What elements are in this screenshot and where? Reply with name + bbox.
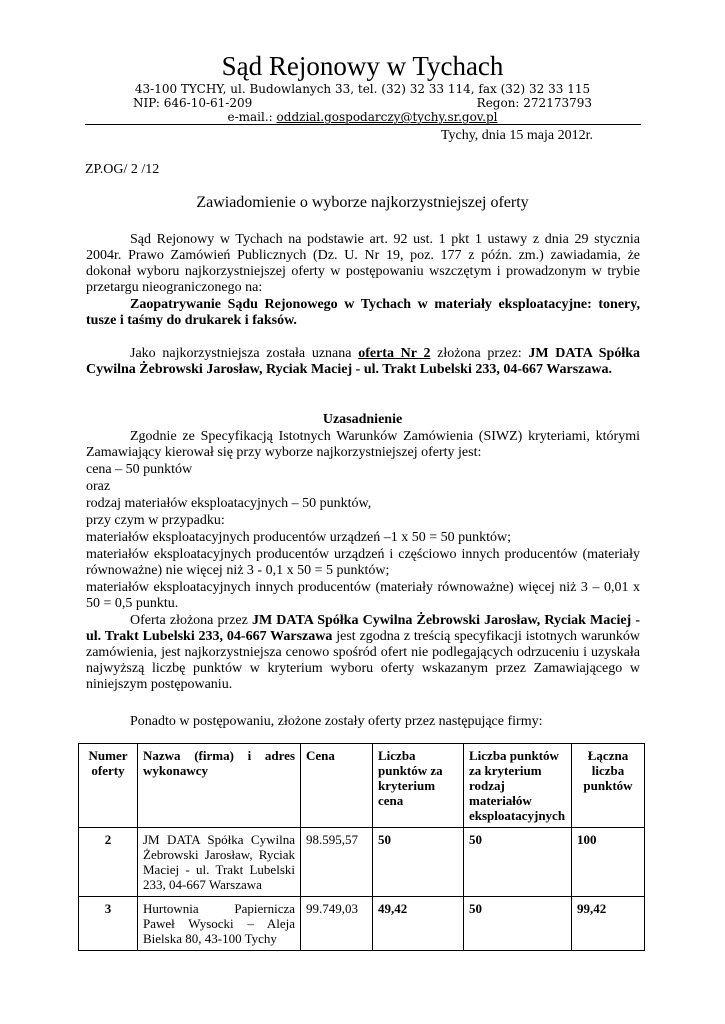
reference-number: ZP.OG/ 2 /12	[85, 162, 160, 177]
row-points-type: 50	[464, 897, 572, 951]
document-date: Tychy, dnia 15 maja 2012r.	[440, 128, 593, 143]
criterion-and: oraz	[86, 479, 111, 494]
justification-heading: Uzasadnienie	[322, 412, 403, 427]
winner-mid: złożona przez:	[430, 346, 529, 361]
winner-just-name: JM DATA Spółka Cywilna Żebrowski Jarosław, Ryciak Maciej - ul. Trakt Lubelski 233, 04-667 Warszawa	[86, 613, 640, 644]
email-link[interactable]: oddzial.gospodarczy@tychy.sr.gov.pl	[276, 110, 498, 124]
court-address: 43-100 TYCHY, ul. Budowlanych 33, tel. (32) 32 33 114, fax (32) 32 33 115	[134, 82, 591, 96]
row-number: 3	[79, 897, 138, 951]
row-points-type: 50	[464, 828, 572, 897]
court-regon: Regon: 272173793	[476, 96, 592, 110]
court-name: Sąd Rejonowy w Tychach	[221, 51, 504, 81]
intro-paragraph: Sąd Rejonowy w Tychach na podstawie art. 92 ust. 1 pkt 1 ustawy z dnia 29 stycznia 2004r. Prawo Zamówień Publicznych (Dz. U. Nr 19, poz. 177 z późn. zm.) zawiadamia, że dokonał wyboru najkorzystniejszej oferty w postępowaniu wszczętym i prowadzonym w trybie przetargu nieograniczonego na:	[86, 232, 640, 295]
row-points-price: 49,42	[373, 897, 464, 951]
criterion-note: przy czym w przypadku:	[86, 513, 225, 528]
row-points-price: 50	[373, 828, 464, 897]
document-title: Zawiadomienie o wyborze najkorzystniejszej oferty	[196, 194, 529, 211]
row-name: Hurtownia Papiernicza Paweł Wysocki – Aleja Bielska 80, 43-100 Tychy	[138, 897, 301, 951]
header-points-price: Liczba punktów za kryterium cena	[373, 744, 464, 828]
offers-intro: Ponadto w postępowaniu, złożone zostały oferty przez następujące firmy:	[130, 714, 543, 729]
criterion-type: rodzaj materiałów eksploatacyjnych – 50 punktów,	[86, 496, 372, 511]
rule-partial: materiałów eksploatacyjnych producentów urządzeń i częściowo innych producentów (materiały równoważne) nie więcej niż 3 - 0,1 x 50 = 5 punktów;	[86, 547, 640, 578]
header-name: Nazwa (firma) i adres wykonawcy	[138, 744, 301, 828]
row-price: 98.595,57	[301, 828, 373, 897]
winner-offer: oferta Nr 2	[358, 346, 431, 361]
table-row	[79, 897, 645, 951]
row-name: JM DATA Spółka Cywilna Żebrowski Jarosław, Ryciak Maciej - ul. Trakt Lubelski 233, 04-667 Warszawa	[138, 828, 301, 897]
rule-original: materiałów eksploatacyjnych producentów urządzeń –1 x 50 = 50 punktów;	[86, 530, 512, 545]
justification-paragraph: Zgodnie ze Specyfikacją Istotnych Warunków Zamówienia (SIWZ) kryteriami, którymi Zamawiający kierował się przy wyborze najkorzystniejszej oferty jest:	[86, 429, 640, 460]
rule-other: materiałów eksploatacyjnych innych producentów (materiały równoważne) więcej niż 3 – 0,01 x 50 = 0,5 punktu.	[86, 580, 640, 611]
header-number: Numer oferty	[79, 744, 138, 828]
row-number: 2	[79, 828, 138, 897]
header-points-type: Liczba punktów za kryterium rodzaj materiałów eksploatacyjnych	[464, 744, 572, 828]
winner-justification	[86, 613, 640, 693]
court-nip: NIP: 646-10-61-209	[133, 96, 253, 110]
header-total: Łączna liczba punktów	[572, 744, 645, 828]
offers-table	[78, 743, 645, 951]
header-rule	[85, 124, 641, 125]
winner-name: JM DATA Spółka Cywilna Żebrowski Jarosław, Ryciak Maciej - ul. Trakt Lubelski 233, 04-667 Warszawa.	[86, 346, 641, 377]
header-price: Cena	[301, 744, 373, 828]
winner-pre: Jako najkorzystniejsza została uznana	[130, 346, 359, 361]
court-email-line	[0, 110, 725, 124]
winner-just-pre: Oferta złożona przez	[130, 613, 252, 628]
row-price: 99.749,03	[301, 897, 373, 951]
winner-just-post: jest zgodna z treścią specyfikacji istotnych warunków zamówienia, jest najkorzystniejsza cenowo spośród ofert nie podlegających odrzuceniu i uzyskała najwyższą liczbę punktów w kryterium wyboru oferty wskazanym przez Zamawiającego w niniejszym postępowaniu.	[86, 629, 640, 692]
criterion-price: cena – 50 punktów	[86, 462, 193, 477]
tender-subject: Zaopatrywanie Sądu Rejonowego w Tychach w materiały eksploatacyjne: tonery, tusze i taśmy do drukarek i faksów.	[86, 297, 640, 328]
row-total: 100	[572, 828, 645, 897]
table-row	[79, 828, 645, 897]
table-header-row	[79, 744, 645, 828]
winner-paragraph	[86, 346, 640, 378]
row-total: 99,42	[572, 897, 645, 951]
email-label: e-mail.:	[227, 110, 277, 124]
